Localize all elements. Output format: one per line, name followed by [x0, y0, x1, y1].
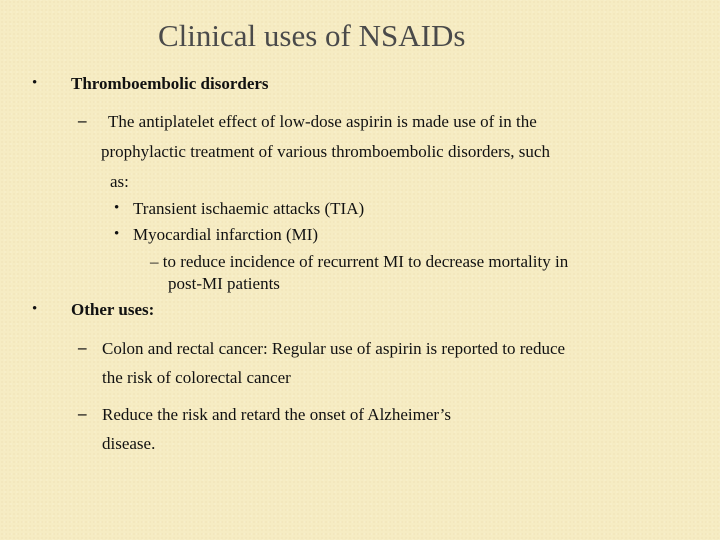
- text-line: the risk of colorectal cancer: [102, 368, 291, 387]
- text-line: Reduce the risk and retard the onset of Alzheimer’s: [102, 405, 452, 424]
- list-item-tia: Transient ischaemic attacks (TIA): [133, 199, 365, 218]
- bullet-marker: •: [32, 301, 38, 317]
- bullet-marker: •: [114, 226, 120, 242]
- note-line: post-MI patients: [168, 274, 280, 293]
- list-item-mi: Myocardial infarction (MI): [133, 225, 319, 244]
- dash-marker: –: [78, 404, 87, 423]
- text-line: prophylactic treatment of various thromboembolic disorders, such: [101, 142, 550, 161]
- text-line: The antiplatelet effect of low-dose aspirin is made use of in the: [108, 112, 537, 131]
- bullet-marker: •: [114, 200, 120, 216]
- text-line: as:: [110, 172, 129, 191]
- heading-thromboembolic: Thromboembolic disorders: [71, 74, 269, 93]
- text-line: Colon and rectal cancer: Regular use of aspirin is reported to reduce: [102, 339, 566, 358]
- dash-marker: –: [78, 111, 87, 130]
- heading-other-uses: Other uses:: [71, 300, 155, 319]
- text-line: disease.: [102, 434, 156, 453]
- bullet-marker: •: [32, 75, 38, 91]
- dash-marker: –: [78, 338, 87, 357]
- slide-title: Clinical uses of NSAIDs: [158, 18, 466, 53]
- note-line: – to reduce incidence of recurrent MI to decrease mortality in: [150, 252, 569, 271]
